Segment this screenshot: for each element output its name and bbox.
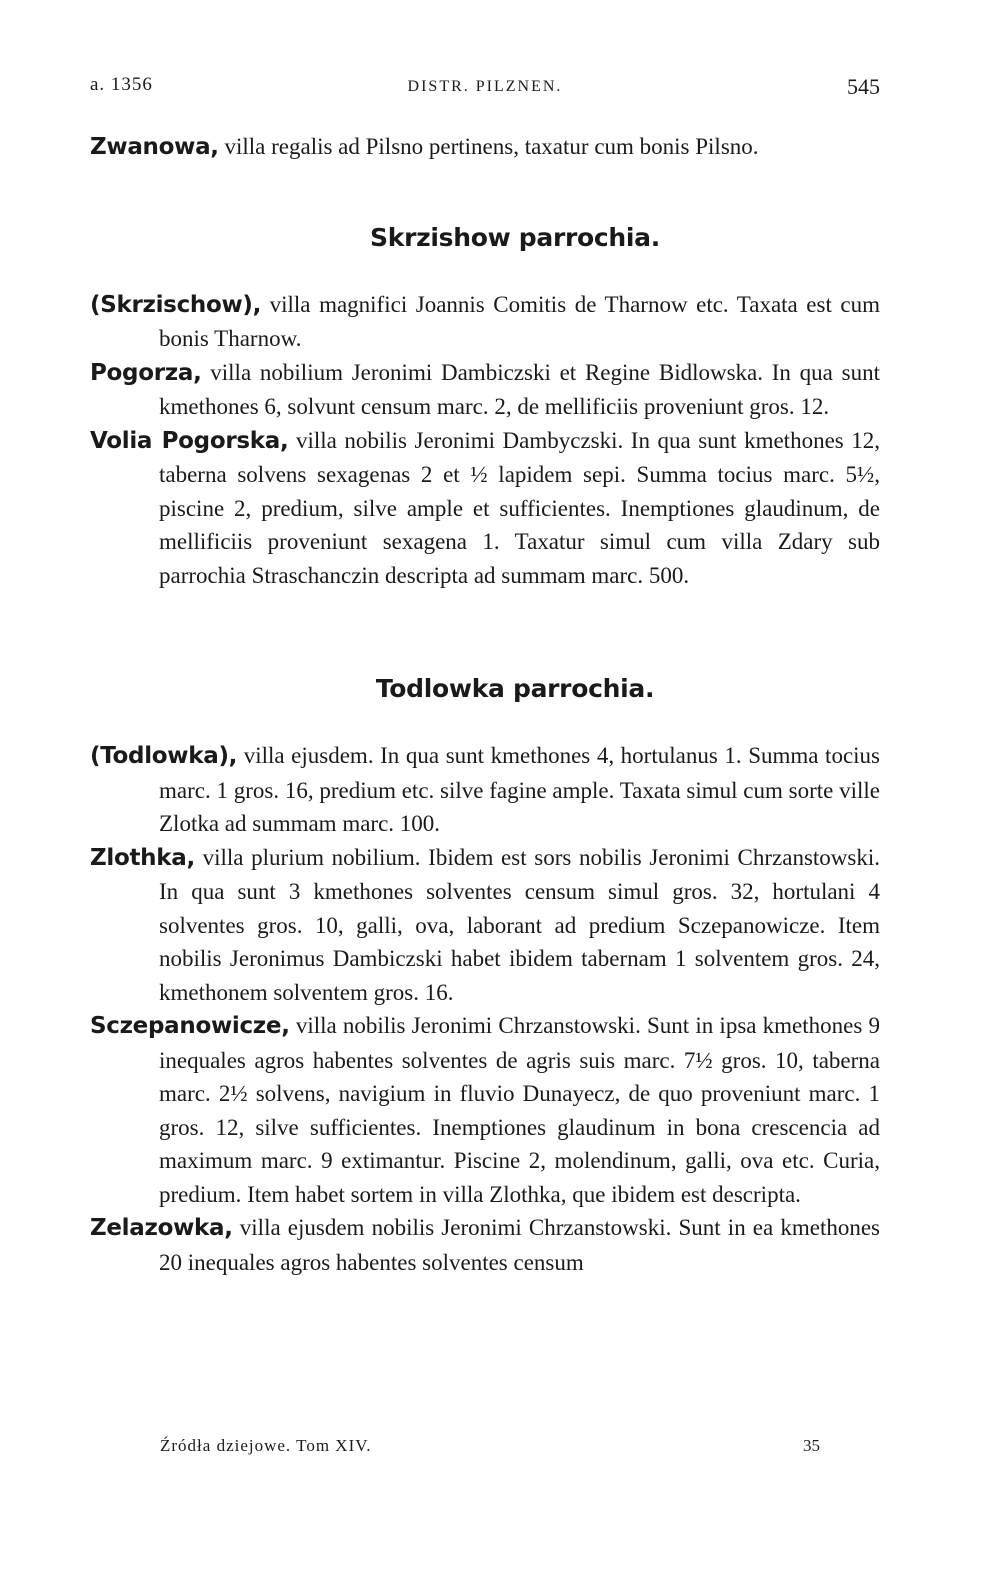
section-title-todlowka: Todlowka parrochia.: [375, 674, 655, 703]
running-head-left: a. 1356: [90, 74, 153, 95]
section-title-skrzishow: Skrzishow parrochia.: [370, 222, 660, 252]
entry-head: (Todlowka),: [90, 743, 238, 769]
page-body: [90, 130, 880, 1279]
entry-text: villa plurium nobilium. Ibidem est sors nobilis Jeronimi Chrzanstowski. In qua sunt 3 kmethones solventes censum simul gros. 32, hortulani 4 solventes gros. 10, galli, ova, laborant ad predium Sczepanowicze. Item nobilis Jeronimus Dambiczski habet ibidem tabernam 1 solventem gros. 24, kmethonem solventem gros. 16.: [159, 844, 880, 1005]
entry-head: Sczepanowicze,: [90, 1013, 290, 1039]
running-head-title: DISTR. PILZNEN.: [407, 78, 563, 95]
entry-text: villa nobilis Jeronimi Dambyczski. In qua sunt kmethones 12, taberna solvens sexagenas 2 et ½ lapidem sepi. Summa tocius marc. 5½, piscine 2, predium, silve ample et sufficientes. Inemptiones glaudinum, de mellificiis proveniunt sexagena 1. Taxatur simul cum villa Zdary sub parrochia Straschanczin descripta ad summam marc. 500.: [159, 427, 881, 588]
entry-head: (Skrzischow),: [90, 291, 262, 318]
entry-text: villa magnifici Joannis Comitis de Tharnow etc. Taxata est cum bonis Tharnow.: [159, 291, 880, 351]
entry-text: villa regalis ad Pilsno pertinens, taxatur cum bonis Pilsno.: [218, 134, 759, 159]
entry-head: Volia Pogorska,: [90, 427, 289, 454]
entry-zwanowa: [90, 130, 880, 165]
entry-volia-pogorska: [90, 424, 880, 593]
entry-text: villa ejusdem nobilis Jeronimi Chrzanstowski. Sunt in ea kmethones 20 inequales agros habentes solventes censum: [159, 1215, 880, 1275]
entry-zelazowka: [90, 1211, 880, 1279]
entry-todlowka: [90, 739, 880, 841]
entry-sczepanowicze: [90, 1009, 880, 1211]
entry-head: Pogorza,: [90, 359, 202, 386]
page-number: 545: [847, 74, 880, 99]
running-head: [90, 68, 880, 102]
entry-zlothka: [90, 841, 880, 1010]
entry-text: villa ejusdem. In qua sunt kmethones 4, hortulanus 1. Summa tocius marc. 1 gros. 16, predium etc. silve fagine ample. Taxata simul cum sorte ville Zlotka ad summam marc. 100.: [159, 743, 880, 836]
entry-head: Zelazowka,: [90, 1215, 233, 1241]
entry-text: villa nobilis Jeronimi Chrzanstowski. Sunt in ipsa kmethones 9 inequales agros habentes solventes de agris suis marc. 7½ gros. 10, taberna marc. 2½ solvens, navigium in fluvio Dunayecz, de quo proveniunt marc. 1 gros. 12, silve sufficientes. Inemptiones glaudinum in bona crescencia ad maximum marc. 9 extimantur. Piscine 2, molendinum, galli, ova etc. Curia, predium. Item habet sortem in villa Zlothka, que ibidem est descripta.: [159, 1013, 880, 1207]
page-footer: [160, 1436, 820, 1466]
footer-signature: 35: [803, 1436, 820, 1455]
entry-head: Zlothka,: [90, 844, 195, 871]
entry-pogorza: [90, 356, 880, 424]
section-gap: [90, 592, 880, 616]
entry-skrzischow: [90, 288, 880, 356]
entry-text: villa nobilium Jeronimi Dambiczski et Regine Bidlowska. In qua sunt kmethones 6, solvunt censum marc. 2, de mellificiis proveniunt gros. 12.: [159, 359, 880, 419]
entry-head: Zwanowa,: [90, 134, 219, 160]
footer-source: Źródła dziejowe. Tom XIV.: [160, 1436, 372, 1455]
